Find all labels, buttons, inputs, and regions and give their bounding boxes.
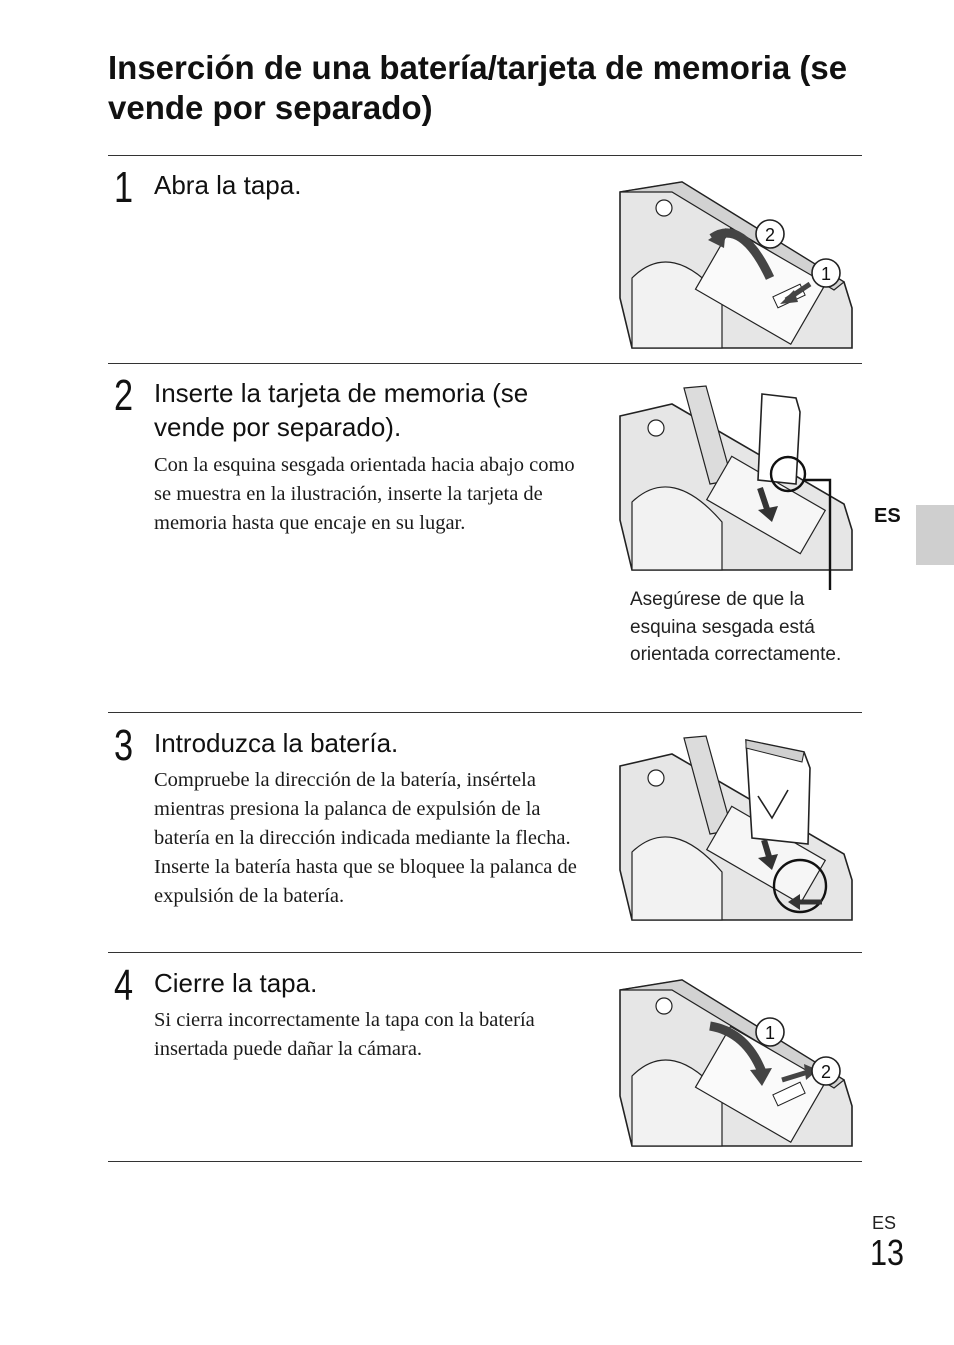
- step-number: 2: [114, 371, 134, 420]
- callout-number: 1: [764, 1023, 776, 1043]
- orientation-note: Asegúrese de que la esquina sesgada está orientada correctamente.: [630, 589, 842, 665]
- step-number: 4: [114, 961, 134, 1010]
- divider: [108, 952, 862, 953]
- step-body: Con la esquina sesgada orientada hacia abajo como se muestra en la ilustración, inserte la tarjeta de memoria hasta que encaje en su lugar.: [154, 454, 575, 534]
- callout-number: 2: [764, 225, 776, 245]
- step-body: Si cierra incorrectamente la tapa con la batería insertada puede dañar la cámara.: [154, 1009, 535, 1060]
- step-number: 1: [114, 163, 134, 212]
- camera-open-cover-illustration: [612, 178, 858, 350]
- footer-language: ES: [872, 1213, 897, 1233]
- divider: [108, 712, 862, 713]
- divider: [108, 155, 862, 156]
- page-number: 13: [870, 1232, 905, 1273]
- divider: [108, 1161, 862, 1162]
- step-body: Compruebe la dirección de la batería, insértela mientras presiona la palanca de expulsión de la batería en la dirección indicada mediante la flecha. Inserte la batería hasta que se bloquee la palanca de expulsión de la batería.: [154, 769, 577, 907]
- divider: [108, 363, 862, 364]
- step-heading: Introduzca la batería.: [154, 728, 399, 758]
- callout-number: 2: [820, 1062, 832, 1082]
- section-tab-label: ES: [874, 505, 901, 527]
- step-number: 3: [114, 721, 134, 770]
- step-heading: Inserte la tarjeta de memoria (se vende por separado).: [154, 378, 529, 442]
- camera-close-cover-illustration: [612, 976, 858, 1148]
- page-title: Inserción de una batería/tarjeta de memoria (se vende por separado): [108, 49, 848, 126]
- memory-card-insert-illustration: [612, 384, 858, 590]
- callout-number: 1: [820, 264, 832, 284]
- battery-insert-illustration: [612, 734, 858, 924]
- step-heading: Abra la tapa.: [154, 170, 302, 200]
- section-tab: [916, 505, 954, 565]
- step-heading: Cierre la tapa.: [154, 968, 318, 998]
